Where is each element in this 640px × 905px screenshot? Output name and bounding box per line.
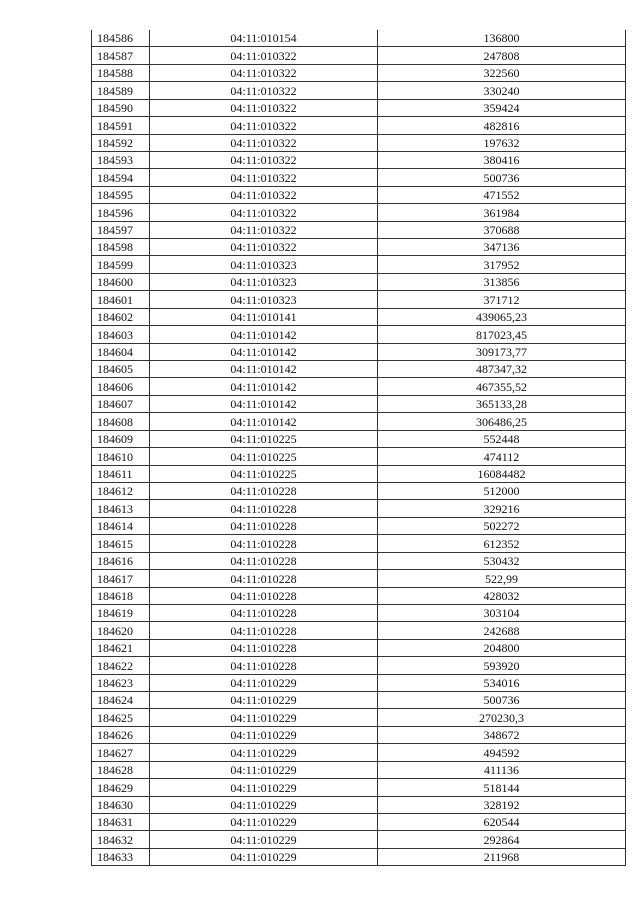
row-id-cell: 184626 [92,726,150,743]
cadastral-code-cell: 04:11:010225 [150,430,378,447]
row-id-cell: 184586 [92,30,150,47]
value-cell: 620544 [378,813,626,830]
table-row [92,500,626,517]
row-id-cell: 184589 [92,82,150,99]
cadastral-code-cell: 04:11:010322 [150,117,378,134]
value-cell: 612352 [378,535,626,552]
table-row [92,82,626,99]
cadastral-code-cell: 04:11:010322 [150,204,378,221]
row-id-cell: 184591 [92,117,150,134]
value-cell: 270230,3 [378,709,626,726]
value-cell: 530432 [378,552,626,569]
cadastral-code-cell: 04:11:010322 [150,134,378,151]
table-row [92,848,626,865]
table-row [92,779,626,796]
value-cell: 204800 [378,639,626,656]
cadastral-code-cell: 04:11:010228 [150,482,378,499]
row-id-cell: 184588 [92,64,150,81]
value-cell: 303104 [378,604,626,621]
row-id-cell: 184617 [92,570,150,587]
table-row [92,639,626,656]
value-cell: 500736 [378,169,626,186]
table-row [92,273,626,290]
cadastral-code-cell: 04:11:010322 [150,169,378,186]
table-row [92,744,626,761]
value-cell: 16084482 [378,465,626,482]
table-row [92,204,626,221]
value-cell: 518144 [378,779,626,796]
table-row [92,552,626,569]
table-row [92,413,626,430]
cadastral-code-cell: 04:11:010142 [150,378,378,395]
row-id-cell: 184610 [92,448,150,465]
cadastral-code-cell: 04:11:010229 [150,674,378,691]
cadastral-code-cell: 04:11:010228 [150,552,378,569]
cadastral-code-cell: 04:11:010322 [150,82,378,99]
row-id-cell: 184607 [92,395,150,412]
row-id-cell: 184604 [92,343,150,360]
cadastral-code-cell: 04:11:010229 [150,744,378,761]
cadastral-code-cell: 04:11:010228 [150,517,378,534]
value-cell: 411136 [378,761,626,778]
row-id-cell: 184624 [92,692,150,709]
table-row [92,186,626,203]
value-cell: 317952 [378,256,626,273]
row-id-cell: 184618 [92,587,150,604]
value-cell: 306486,25 [378,413,626,430]
value-cell: 197632 [378,134,626,151]
table-row [92,64,626,81]
data-table [91,30,626,866]
table-row [92,430,626,447]
table-row [92,604,626,621]
table-row [92,570,626,587]
cadastral-code-cell: 04:11:010228 [150,587,378,604]
row-id-cell: 184621 [92,639,150,656]
cadastral-code-cell: 04:11:010228 [150,500,378,517]
cadastral-code-cell: 04:11:010229 [150,726,378,743]
value-cell: 552448 [378,430,626,447]
value-cell: 370688 [378,221,626,238]
row-id-cell: 184598 [92,239,150,256]
value-cell: 292864 [378,831,626,848]
cadastral-code-cell: 04:11:010142 [150,413,378,430]
cadastral-code-cell: 04:11:010228 [150,622,378,639]
table-row [92,813,626,830]
cadastral-code-cell: 04:11:010229 [150,796,378,813]
cadastral-code-cell: 04:11:010228 [150,657,378,674]
row-id-cell: 184592 [92,134,150,151]
table-row [92,761,626,778]
cadastral-code-cell: 04:11:010154 [150,30,378,47]
table-row [92,47,626,64]
value-cell: 817023,45 [378,326,626,343]
table-row [92,517,626,534]
table-row [92,622,626,639]
table-row [92,726,626,743]
cadastral-code-cell: 04:11:010322 [150,239,378,256]
cadastral-code-cell: 04:11:010229 [150,831,378,848]
value-cell: 482816 [378,117,626,134]
value-cell: 428032 [378,587,626,604]
cadastral-code-cell: 04:11:010229 [150,709,378,726]
table-row [92,343,626,360]
row-id-cell: 184614 [92,517,150,534]
row-id-cell: 184599 [92,256,150,273]
cadastral-code-cell: 04:11:010225 [150,465,378,482]
table-row [92,831,626,848]
table-row [92,692,626,709]
value-cell: 313856 [378,273,626,290]
row-id-cell: 184630 [92,796,150,813]
table-row [92,99,626,116]
table-row [92,30,626,47]
cadastral-code-cell: 04:11:010228 [150,570,378,587]
table-row [92,361,626,378]
row-id-cell: 184597 [92,221,150,238]
cadastral-code-cell: 04:11:010322 [150,64,378,81]
table-row [92,169,626,186]
value-cell: 534016 [378,674,626,691]
value-cell: 467355,52 [378,378,626,395]
cadastral-code-cell: 04:11:010229 [150,779,378,796]
cadastral-code-cell: 04:11:010322 [150,47,378,64]
value-cell: 348672 [378,726,626,743]
value-cell: 329216 [378,500,626,517]
row-id-cell: 184612 [92,482,150,499]
cadastral-code-cell: 04:11:010225 [150,448,378,465]
cadastral-code-cell: 04:11:010322 [150,186,378,203]
value-cell: 328192 [378,796,626,813]
row-id-cell: 184628 [92,761,150,778]
row-id-cell: 184587 [92,47,150,64]
row-id-cell: 184608 [92,413,150,430]
cadastral-code-cell: 04:11:010323 [150,291,378,308]
row-id-cell: 184609 [92,430,150,447]
row-id-cell: 184629 [92,779,150,796]
row-id-cell: 184632 [92,831,150,848]
table-body [92,30,626,866]
table-row [92,465,626,482]
value-cell: 474112 [378,448,626,465]
value-cell: 439065,23 [378,308,626,325]
table-row [92,291,626,308]
cadastral-code-cell: 04:11:010228 [150,604,378,621]
table-row [92,134,626,151]
row-id-cell: 184625 [92,709,150,726]
table-row [92,674,626,691]
cadastral-code-cell: 04:11:010229 [150,813,378,830]
cadastral-code-cell: 04:11:010229 [150,761,378,778]
value-cell: 502272 [378,517,626,534]
value-cell: 136800 [378,30,626,47]
row-id-cell: 184594 [92,169,150,186]
table-row [92,535,626,552]
cadastral-code-cell: 04:11:010228 [150,535,378,552]
value-cell: 500736 [378,692,626,709]
table-row [92,482,626,499]
value-cell: 365133,28 [378,395,626,412]
row-id-cell: 184622 [92,657,150,674]
table-row [92,256,626,273]
table-row [92,709,626,726]
table-row [92,587,626,604]
table-row [92,308,626,325]
row-id-cell: 184627 [92,744,150,761]
table-row [92,221,626,238]
value-cell: 487347,32 [378,361,626,378]
row-id-cell: 184611 [92,465,150,482]
value-cell: 471552 [378,186,626,203]
table-row [92,151,626,168]
cadastral-code-cell: 04:11:010229 [150,848,378,865]
row-id-cell: 184615 [92,535,150,552]
table-row [92,239,626,256]
table-row [92,796,626,813]
value-cell: 359424 [378,99,626,116]
row-id-cell: 184596 [92,204,150,221]
table-row [92,378,626,395]
cadastral-code-cell: 04:11:010229 [150,692,378,709]
row-id-cell: 184601 [92,291,150,308]
table-row [92,395,626,412]
table-row [92,326,626,343]
row-id-cell: 184602 [92,308,150,325]
row-id-cell: 184600 [92,273,150,290]
row-id-cell: 184613 [92,500,150,517]
table-row [92,448,626,465]
table-row [92,117,626,134]
row-id-cell: 184595 [92,186,150,203]
cadastral-code-cell: 04:11:010142 [150,361,378,378]
value-cell: 242688 [378,622,626,639]
value-cell: 247808 [378,47,626,64]
row-id-cell: 184623 [92,674,150,691]
value-cell: 211968 [378,848,626,865]
row-id-cell: 184616 [92,552,150,569]
row-id-cell: 184605 [92,361,150,378]
row-id-cell: 184603 [92,326,150,343]
table-row [92,657,626,674]
value-cell: 512000 [378,482,626,499]
cadastral-code-cell: 04:11:010141 [150,308,378,325]
cadastral-code-cell: 04:11:010142 [150,326,378,343]
cadastral-code-cell: 04:11:010322 [150,99,378,116]
row-id-cell: 184619 [92,604,150,621]
row-id-cell: 184620 [92,622,150,639]
value-cell: 309173,77 [378,343,626,360]
value-cell: 330240 [378,82,626,99]
value-cell: 371712 [378,291,626,308]
cadastral-code-cell: 04:11:010228 [150,639,378,656]
value-cell: 494592 [378,744,626,761]
value-cell: 347136 [378,239,626,256]
row-id-cell: 184593 [92,151,150,168]
value-cell: 361984 [378,204,626,221]
row-id-cell: 184631 [92,813,150,830]
cadastral-code-cell: 04:11:010323 [150,256,378,273]
value-cell: 322560 [378,64,626,81]
cadastral-code-cell: 04:11:010322 [150,151,378,168]
row-id-cell: 184606 [92,378,150,395]
value-cell: 593920 [378,657,626,674]
cadastral-code-cell: 04:11:010142 [150,343,378,360]
value-cell: 380416 [378,151,626,168]
row-id-cell: 184590 [92,99,150,116]
value-cell: 522,99 [378,570,626,587]
row-id-cell: 184633 [92,848,150,865]
cadastral-code-cell: 04:11:010142 [150,395,378,412]
cadastral-code-cell: 04:11:010322 [150,221,378,238]
cadastral-code-cell: 04:11:010323 [150,273,378,290]
